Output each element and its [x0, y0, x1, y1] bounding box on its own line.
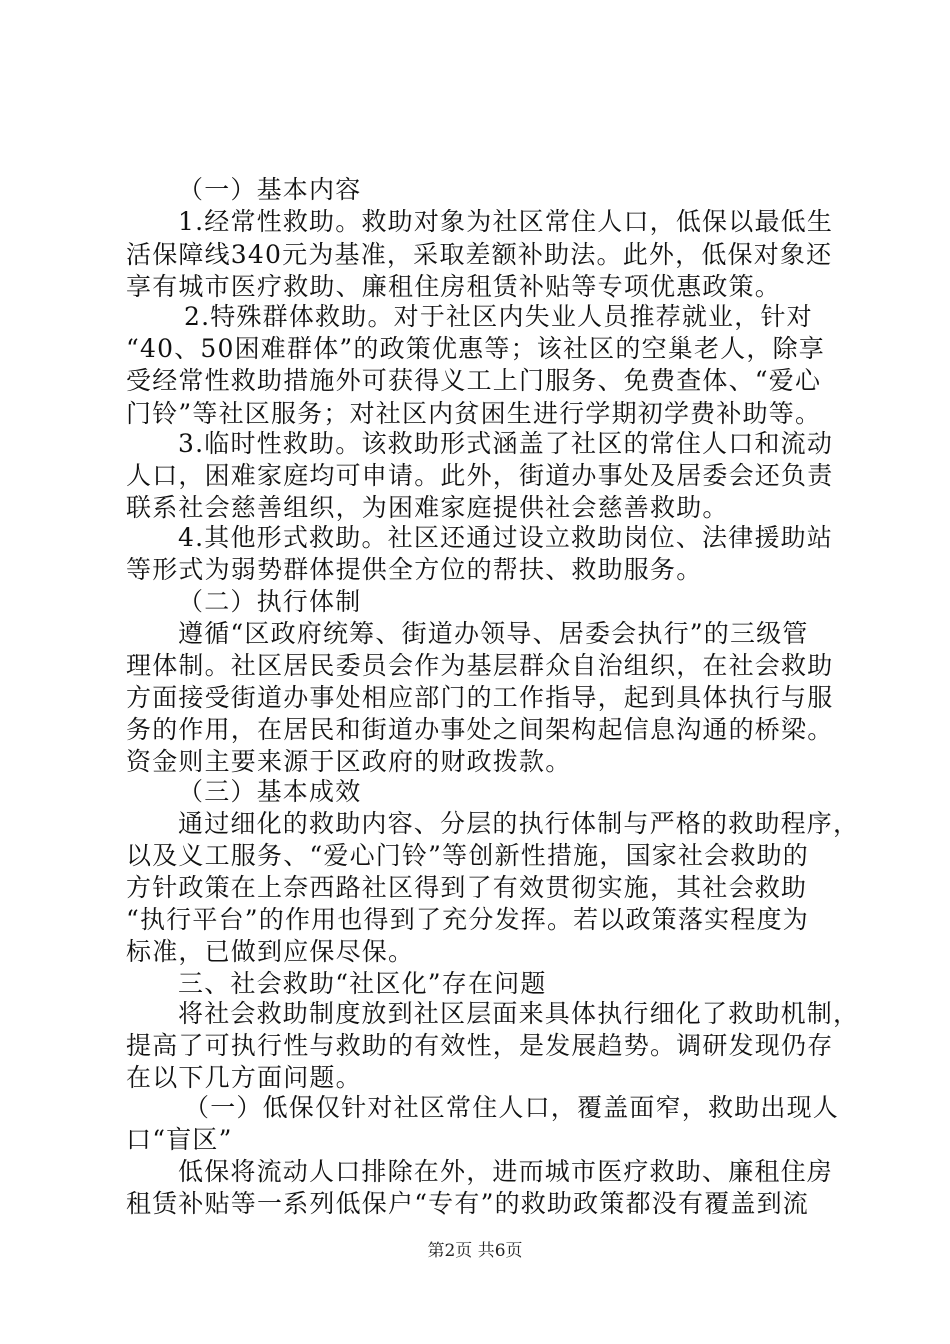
- paragraph-line: 通过细化的救助内容、分层的执行体制与严格的救助程序，: [178, 809, 860, 838]
- paragraph-line: 在以下几方面问题。: [126, 1063, 362, 1092]
- paragraph-line: 受经常性救助措施外可获得义工上门服务、免费查体、“爱心: [126, 366, 822, 395]
- paragraph-line: 联系社会慈善组织，为困难家庭提供社会慈善救助。: [126, 493, 729, 522]
- paragraph-line: 理体制。社区居民委员会作为基层群众自治组织，在社会救助: [126, 651, 834, 680]
- subsection-heading-coverage: （一）低保仅针对社区常住人口，覆盖面窄，救助出现人: [184, 1093, 840, 1122]
- paragraph-line: 享有城市医疗救助、廉租住房租赁补贴等专项优惠政策。: [126, 272, 782, 301]
- paragraph-line: 3.临时性救助。该救助形式涵盖了社区的常住人口和流动: [178, 429, 834, 458]
- paragraph-line: 活保障线340元为基准，采取差额补助法。此外，低保对象还: [126, 240, 833, 269]
- subsection-heading-coverage-cont: 口“盲区”: [126, 1125, 233, 1154]
- paragraph-line: 低保将流动人口排除在外，进而城市医疗救助、廉租住房: [178, 1157, 834, 1186]
- page-footer: 第2页 共6页: [427, 1241, 523, 1261]
- section-heading-basic-content: （一）基本内容: [178, 175, 362, 204]
- paragraph-line: 方针政策在上奈西路社区得到了有效贯彻实施，其社会救助: [126, 873, 808, 902]
- paragraph-line: “执行平台”的作用也得到了充分发挥。若以政策落实程度为: [126, 905, 809, 934]
- paragraph-line: 标准，已做到应保尽保。: [126, 937, 415, 966]
- paragraph-line: 1.经常性救助。救助对象为社区常住人口，低保以最低生: [178, 207, 834, 236]
- paragraph-line: 4.其他形式救助。社区还通过设立救助岗位、法律援助站: [178, 523, 834, 552]
- paragraph-line: 以及义工服务、“爱心门铃”等创新性措施，国家社会救助的: [126, 841, 809, 870]
- section-heading-basic-results: （三）基本成效: [178, 777, 362, 806]
- paragraph-line: 等形式为弱势群体提供全方位的帮扶、救助服务。: [126, 555, 703, 584]
- paragraph-line: 租赁补贴等一系列低保户“专有”的救助政策都没有覆盖到流: [126, 1189, 809, 1218]
- paragraph-line: 2.特殊群体救助。对于社区内失业人员推荐就业，针对: [184, 302, 813, 331]
- paragraph-line: 人口，困难家庭均可申请。此外，街道办事处及居委会还负责: [126, 461, 834, 490]
- paragraph-line: “40、50困难群体”的政策优惠等；该社区的空巢老人，除享: [126, 334, 825, 363]
- section-heading-execution-system: （二）执行体制: [178, 587, 362, 616]
- paragraph-line: 遵循“区政府统筹、街道办领导、居委会执行”的三级管: [178, 619, 809, 648]
- paragraph-line: 将社会救助制度放到社区层面来具体执行细化了救助机制，: [178, 999, 860, 1028]
- paragraph-line: 提高了可执行性与救助的有效性，是发展趋势。调研发现仍存: [126, 1031, 834, 1060]
- paragraph-line: 门铃”等社区服务；对社区内贫困生进行学期初学费补助等。: [126, 399, 822, 428]
- paragraph-line: 方面接受街道办事处相应部门的工作指导，起到具体执行与服: [126, 683, 834, 712]
- section-heading-problems: 三、社会救助“社区化”存在问题: [178, 969, 547, 998]
- paragraph-line: 资金则主要来源于区政府的财政拨款。: [126, 747, 572, 776]
- paragraph-line: 务的作用，在居民和街道办事处之间架构起信息沟通的桥梁。: [126, 715, 834, 744]
